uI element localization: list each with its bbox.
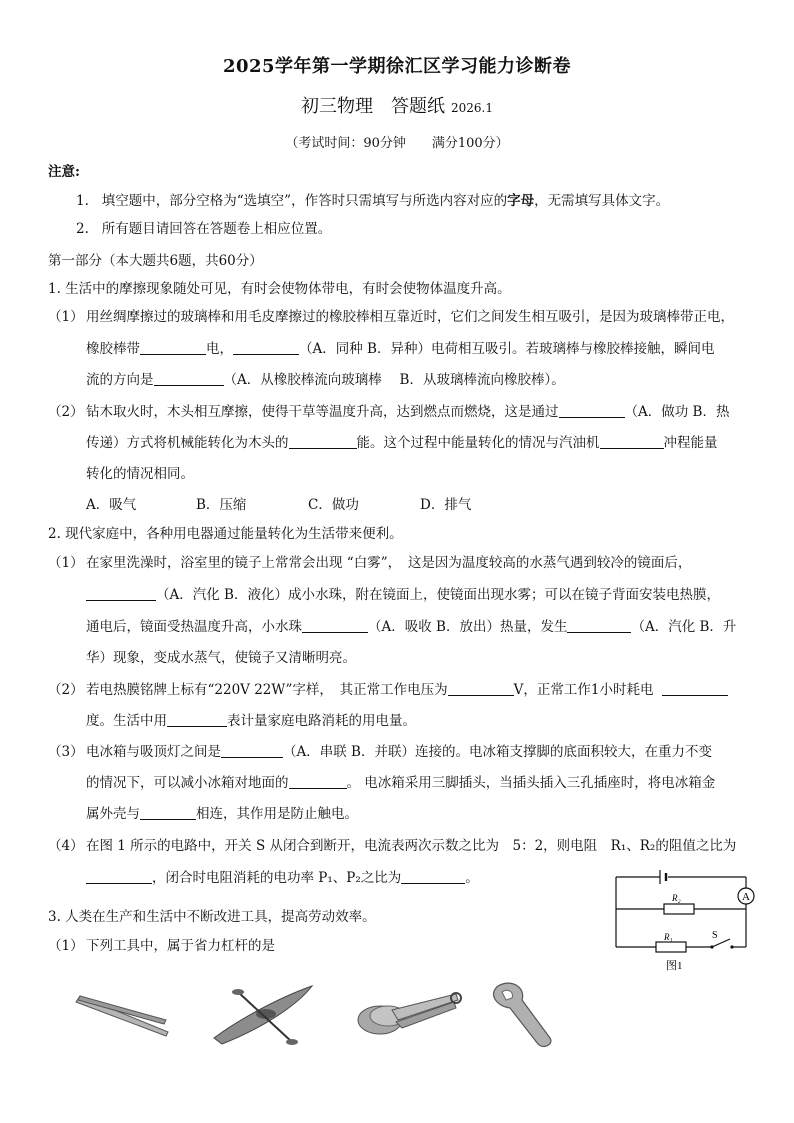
exam-title: 2025学年第一学期徐汇区学习能力诊断卷 <box>222 56 572 77</box>
q1-s1-text-d: 流的方向是 <box>86 372 154 388</box>
q2-s1-line2 <box>86 585 720 605</box>
answer-blank[interactable] <box>233 340 299 355</box>
q1-s2-text-e: 冲程能量 <box>663 435 718 451</box>
q2-s3-line3 <box>86 804 358 824</box>
q2-s1-text-d: （A．汽化 B．升 <box>631 619 737 635</box>
q2-s4-text-a: ，闭合时电阻消耗的电功率 P₁、P₂之比为 <box>152 870 402 886</box>
q2-s1-text-b: 通电后，镜面受热温度升高，小水珠 <box>86 619 302 635</box>
exam-subtitle <box>0 92 794 118</box>
answer-blank[interactable] <box>302 618 368 633</box>
q1-s2-line1 <box>86 402 729 422</box>
q2-s2-number: （2） <box>48 682 84 698</box>
q1-stem: 1. 生活中的摩擦现象随处可见，有时会使物体带电，有时会使物体温度升高。 <box>48 281 511 297</box>
figure-caption: 图1 <box>666 960 683 972</box>
answer-blank[interactable] <box>401 869 465 884</box>
q2-s4-text-b: 。 <box>465 870 479 886</box>
q1-s2-text-a: 钻木取火时，木头相互摩擦，使得干草等温度升高，达到燃点而燃烧，这是通过 <box>86 404 559 420</box>
q2-s3-text-a: 电冰箱与吸顶灯之间是 <box>86 744 221 760</box>
option-b: B．压缩 <box>196 497 247 513</box>
q2-s2-text-c: 度。生活中用 <box>86 713 167 729</box>
exam-date: 2026.1 <box>451 101 493 115</box>
q1-s1-text-c: （A．同种 B．异种）电荷相互吸引。若玻璃棒与橡胶棒接触，瞬间电 <box>299 341 715 357</box>
paddle-boat-image <box>208 980 318 1050</box>
q1-s1-line1: 用丝绸摩擦过的玻璃棒和用毛皮摩擦过的橡胶棒相互靠近时，它们之间发生相互吸引，是因为玻璃棒带正电， <box>86 309 734 325</box>
q2-s3-text-e: 属外壳与 <box>86 806 140 822</box>
q2-s3-text-c: 的情况下，可以减小冰箱对地面的 <box>86 775 289 791</box>
q3-stem: 3. 人类在生产和生活中不断改进工具，提高劳动效率。 <box>48 909 376 925</box>
switch-contact <box>730 945 733 948</box>
q1-s1-line3 <box>86 370 565 390</box>
q2-s4-line2 <box>86 868 479 888</box>
q2-s4-line1: 在图 1 所示的电路中，开关 S 从闭合到断开，电流表两次示数之比为 5：2，则电阻 R₁、R₂的阻值之比为 <box>86 838 737 854</box>
note-1-text-c: ，无需填写具体文字。 <box>534 193 670 209</box>
q2-s1-number: （1） <box>48 555 84 571</box>
q2-s2-line2 <box>86 711 416 731</box>
option-a: A．吸气 <box>86 497 137 513</box>
q2-s1-line4: 华）现象，变成水蒸气，使镜子又清晰明亮。 <box>86 650 356 666</box>
q3-s1-text: 下列工具中，属于省力杠杆的是 <box>86 938 275 954</box>
answer-blank[interactable] <box>448 681 514 696</box>
switch-label: S <box>712 930 718 941</box>
option-c: C．做功 <box>308 497 359 513</box>
q2-s3-text-f: 相连，其作用是防止触电。 <box>196 806 358 822</box>
q2-s3-text-d: 。 电冰箱采用三脚插头，当插头插入三孔插座时，将电冰箱金 <box>346 775 716 791</box>
q1-s1-text-b: 电， <box>206 341 233 357</box>
answer-blank[interactable] <box>167 712 227 727</box>
switch-contact <box>710 945 713 948</box>
answer-blank[interactable] <box>86 869 152 884</box>
note-1-text-a: 填空题中，部分空格为“选填空”，作答时只需填写与所选内容对应的 <box>101 193 508 209</box>
q1-s1-number: （1） <box>48 309 84 325</box>
q1-s1-text-e: （A．从橡胶棒流向玻璃棒 B．从玻璃棒流向橡胶棒）。 <box>223 372 565 388</box>
q2-s2-line1 <box>86 680 728 700</box>
q2-s3-text-b: （A．串联 B．并联）连接的。电冰箱支撑脚的底面积较大，在重力不变 <box>283 744 712 760</box>
q2-s2-text-d: 表计量家庭电路消耗的用电量。 <box>227 713 416 729</box>
q2-s2-text-b: V，正常工作1小时耗电 <box>513 682 654 698</box>
q2-s1-text-a: （A．汽化 B．液化）成小水珠，附在镜面上，使镜面出现水雾；可以在镜子背面安装电热膜， <box>156 587 720 603</box>
note-1-number: 1. <box>76 193 89 209</box>
tongs-image <box>352 980 464 1050</box>
circuit-figure <box>608 865 760 975</box>
answer-blank[interactable] <box>140 340 206 355</box>
q1-s2-text-b: （A．做功 B．热 <box>624 404 730 420</box>
answer-blank[interactable] <box>600 434 664 449</box>
note-1-emphasis: 字母 <box>507 193 535 209</box>
q1-s2-text-d: 能。这个过程中能量转化的情况与汽油机 <box>356 435 600 451</box>
q2-s3-line1 <box>86 742 712 762</box>
exam-info: （考试时间：90分钟 满分100分） <box>285 136 509 151</box>
answer-blank[interactable] <box>140 805 196 820</box>
q2-s3-number: （3） <box>48 744 84 760</box>
q1-options <box>86 495 471 515</box>
r2-label: R₂ <box>672 893 681 903</box>
q2-s1-line1: 在家里洗澡时，浴室里的镜子上常常会出现 “白雾”， 这是因为温度较高的水蒸气遇到较冷的镜面后， <box>86 555 692 571</box>
answer-blank[interactable] <box>559 403 625 418</box>
q2-s4-number: （4） <box>48 838 84 854</box>
tweezers-image <box>72 980 172 1050</box>
q2-s3-line2 <box>86 773 715 793</box>
note-2-number: 2. <box>76 221 89 237</box>
ammeter-label: A <box>742 891 750 903</box>
answer-blank[interactable] <box>289 774 347 789</box>
q1-s2-line3: 转化的情况相同。 <box>86 466 194 482</box>
q3-s1-number: （1） <box>48 938 84 954</box>
q1-s2-line2 <box>86 433 718 453</box>
q1-s1-text-a: 橡胶棒带 <box>86 341 140 357</box>
q2-s1-text-c: （A．吸收 B．放出）热量，发生 <box>368 619 568 635</box>
q1-s2-number: （2） <box>48 404 84 420</box>
q2-stem: 2. 现代家庭中，各种用电器通过能量转化为生活带来便利。 <box>48 526 403 542</box>
r1-label: R₁ <box>664 932 673 942</box>
q1-s1-line2 <box>86 339 714 359</box>
answer-blank[interactable] <box>86 586 156 601</box>
part1-heading: 第一部分（本大题共6题，共60分） <box>48 253 263 269</box>
option-d: D．排气 <box>420 497 472 513</box>
bottle-opener-image <box>488 980 578 1050</box>
q2-s1-line3 <box>86 617 736 637</box>
answer-blank[interactable] <box>662 681 728 696</box>
subtitle-text: 初三物理 答题纸 <box>301 96 445 117</box>
q2-s2-text-a: 若电热膜铭牌上标有“220V 22W”字样， 其正常工作电压为 <box>86 682 448 698</box>
note-2 <box>76 219 331 239</box>
note-1 <box>76 191 669 211</box>
answer-blank[interactable] <box>221 743 283 758</box>
notes-label: 注意: <box>48 164 80 180</box>
answer-blank[interactable] <box>289 434 357 449</box>
note-2-text: 所有题目请回答在答题卷上相应位置。 <box>101 221 332 237</box>
answer-blank[interactable] <box>154 371 224 386</box>
q1-s2-text-c: 传递）方式将机械能转化为木头的 <box>86 435 289 451</box>
answer-blank[interactable] <box>567 618 631 633</box>
